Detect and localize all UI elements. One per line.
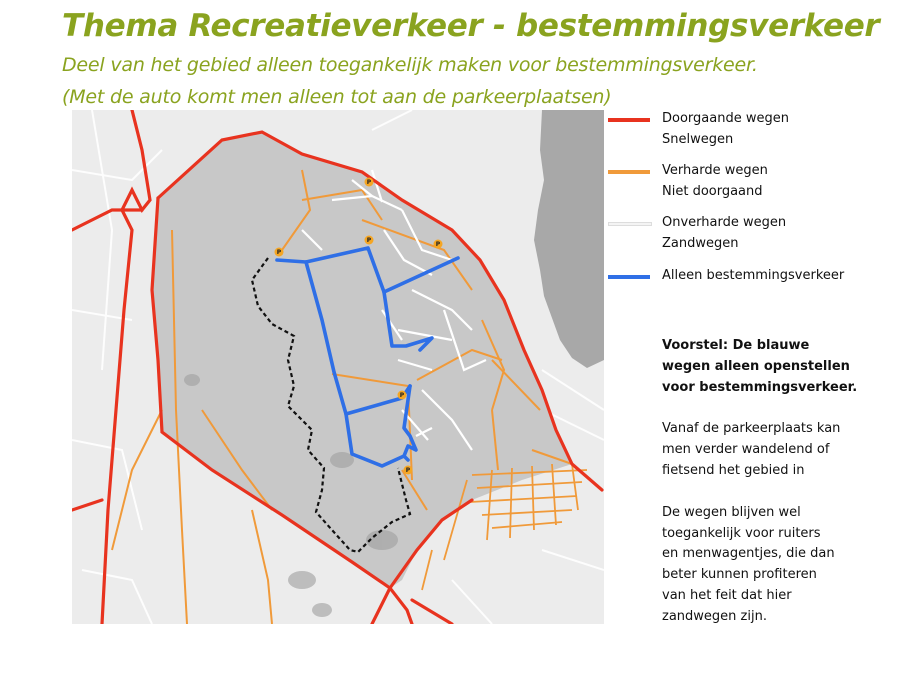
- svg-text:P: P: [366, 179, 372, 187]
- parking-icon: [404, 466, 413, 475]
- legend-label: Alleen bestemmingsverkeer: [662, 268, 845, 283]
- proposal-paragraph-3: De wegen blijven wel toegankelijk voor ruiters en menwagentjes, die dan beter kunnen profiteren van het feit dat hier zandwegen zijn.: [662, 504, 835, 624]
- legend-swatch-orange: [608, 170, 650, 174]
- proposal-paragraph-2: Vanaf de parkeerplaats kan men verder wandelend of fietsend het gebied in: [662, 421, 841, 478]
- legend-label: Doorgaande wegen Snelwegen: [662, 111, 789, 147]
- area-map[interactable]: [72, 110, 604, 624]
- svg-text:P: P: [435, 241, 441, 249]
- parking-icon: [398, 391, 407, 400]
- legend-swatch-red: [608, 118, 650, 122]
- parking-icon: [365, 178, 374, 187]
- proposal-heading: Voorstel: De blauwe wegen alleen openstellen voor bestemmingsverkeer.: [662, 338, 858, 395]
- legend-swatch-white: [608, 222, 652, 226]
- subtitle-line-1: Deel van het gebied alleen toegankelijk maken voor bestemmingsverkeer.: [62, 54, 758, 76]
- svg-text:P: P: [366, 237, 372, 245]
- svg-text:P: P: [399, 392, 405, 400]
- legend-swatch-blue: [608, 275, 650, 279]
- legend-label: Onverharde wegen Zandwegen: [662, 215, 787, 251]
- page-title: Thema Recreatieverkeer - bestemmingsverkeer: [62, 8, 880, 44]
- legend-label: Verharde wegen Niet doorgaand: [662, 163, 768, 199]
- svg-text:P: P: [405, 467, 411, 475]
- parking-icon: [365, 236, 374, 245]
- subtitle-line-2: (Met de auto komt men alleen tot aan de parkeerplaatsen): [62, 86, 612, 108]
- proposal-text: [662, 336, 894, 628]
- parking-icon: [434, 240, 443, 249]
- svg-text:P: P: [276, 249, 282, 257]
- parking-icon: [275, 248, 284, 257]
